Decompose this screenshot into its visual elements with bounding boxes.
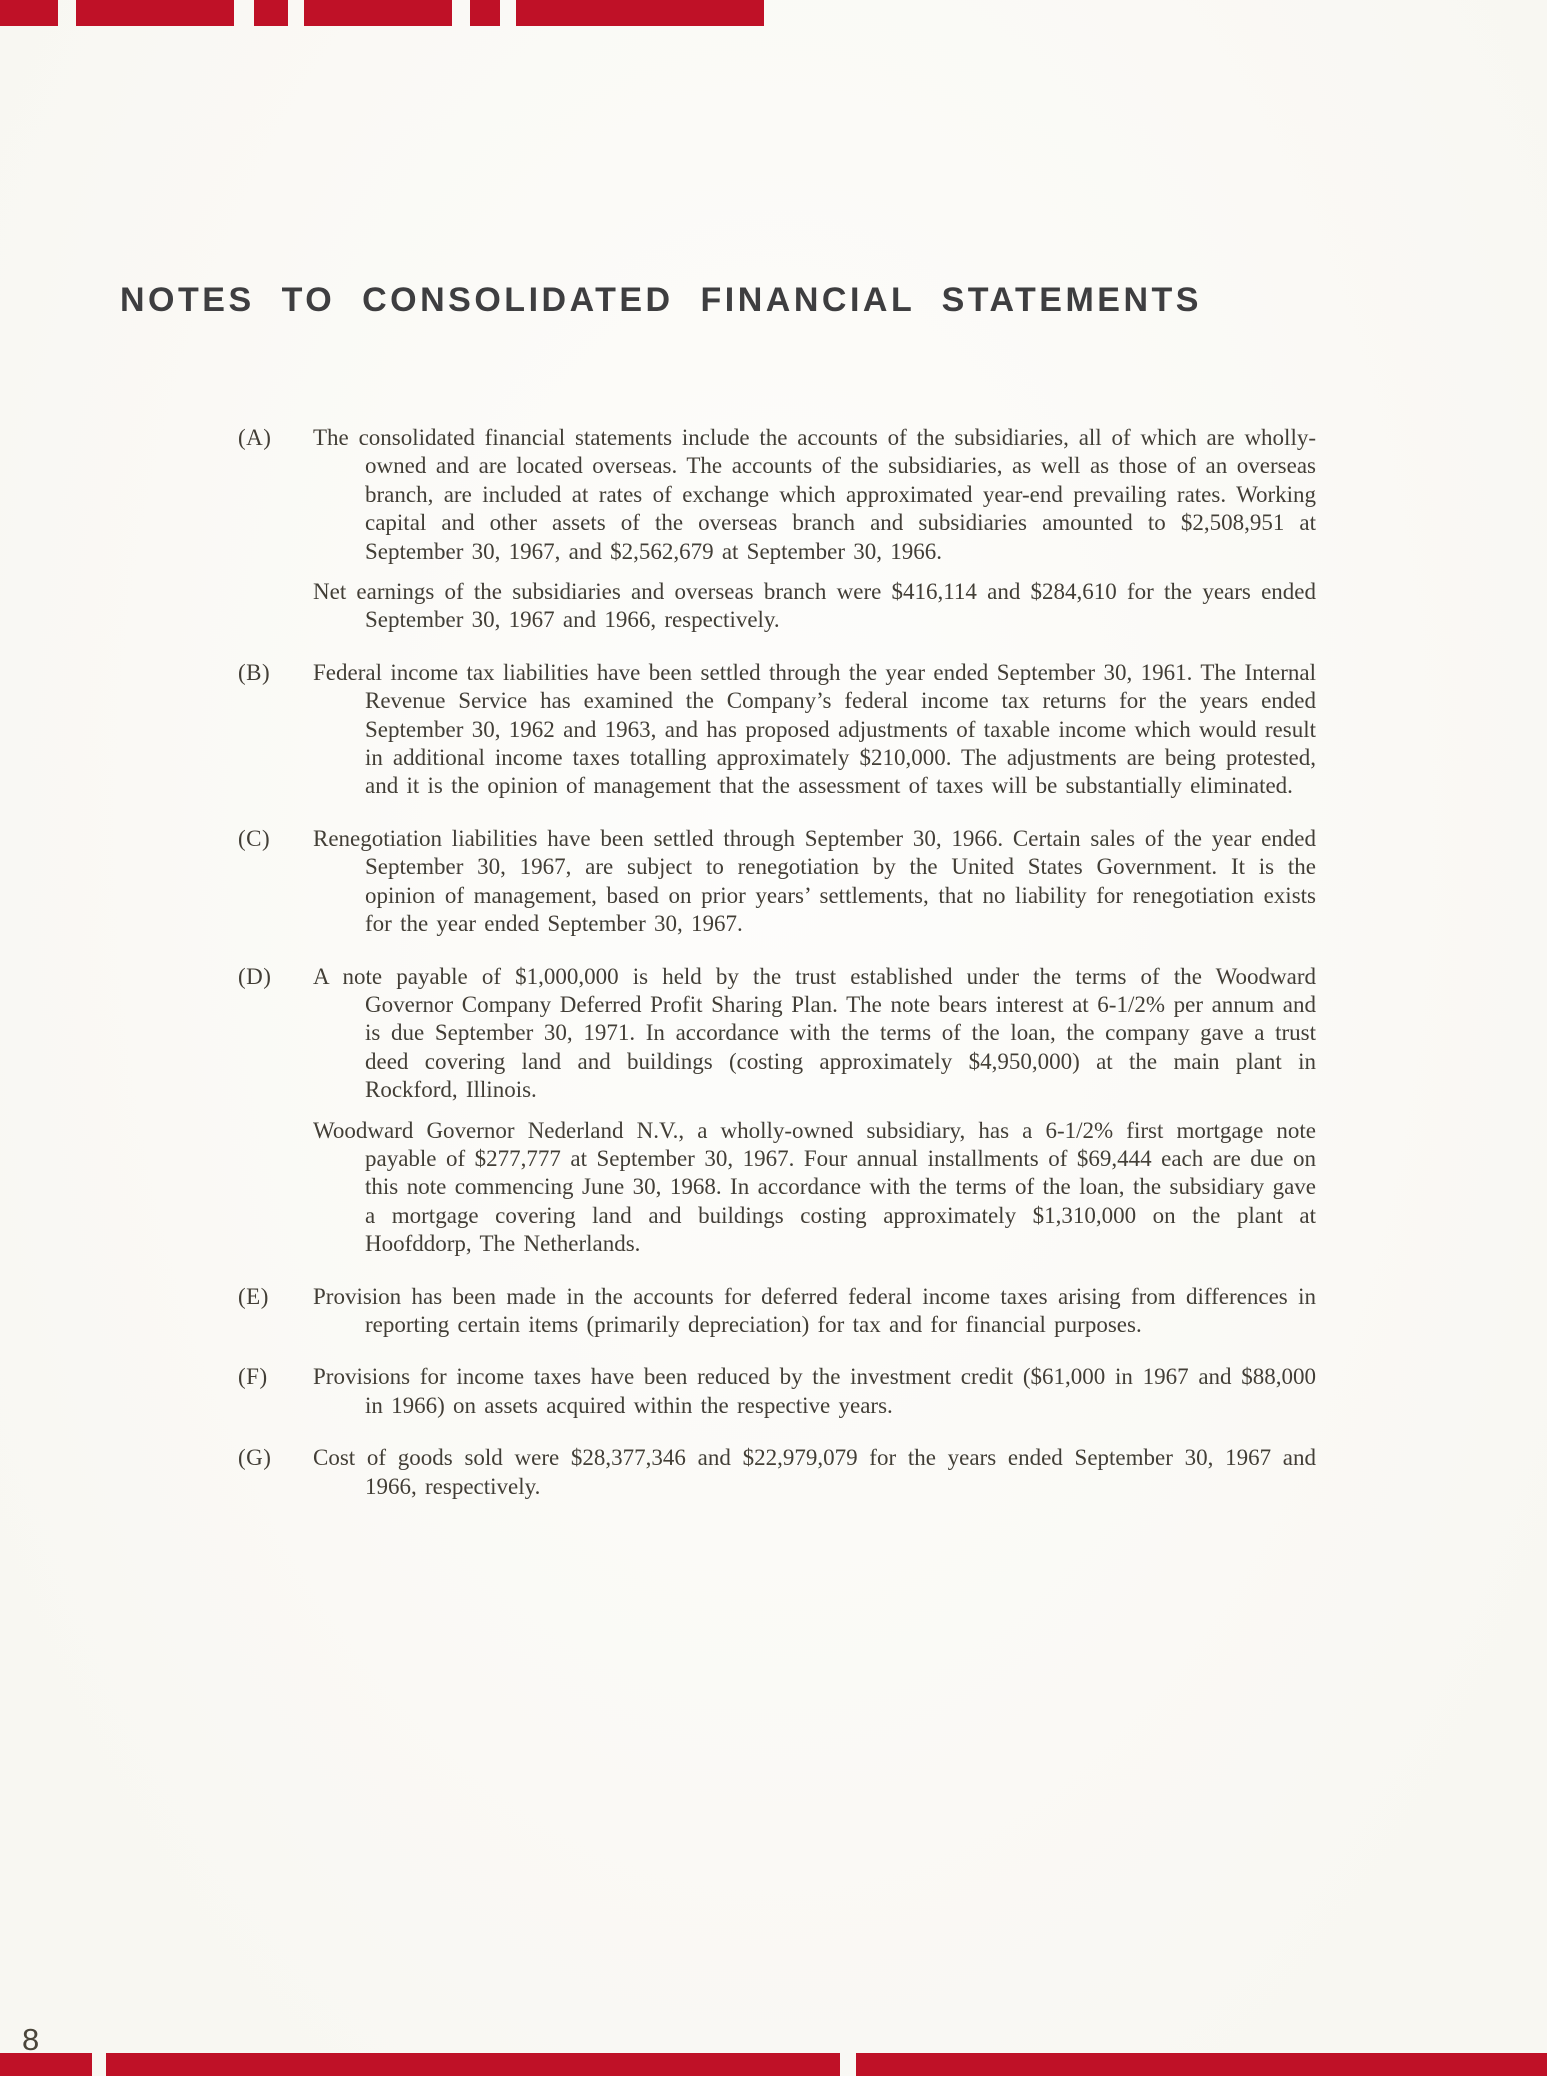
note-label: (E)	[238, 1283, 269, 1309]
note-paragraph: A note payable of $1,000,000 is held by the trust established under the terms of the Woodward Governor Company Deferred Profit Sharing Plan. The note bears interest at 6-1/2% per annum and is due September 30, 1971. In accordance with the terms of the loan, the company gave a trust deed covering land and buildings (costing approximately $4,950,000) at the main plant in Rockford, Illinois.	[313, 963, 1316, 1103]
note-paragraph: The consolidated financial statements include the accounts of the subsidiaries, all of which are wholly-owned and are located overseas. The accounts of the subsidiaries, as well as those of an overseas branch, are included at rates of exchange which approximated year-end prevailing rates. Working capital and other assets of the overseas branch and subsidiaries amounted to $2,508,951 at September 30, 1967, and $2,562,679 at September 30, 1966.	[313, 425, 1316, 564]
note-item-g	[238, 1444, 1316, 1501]
note-paragraph: Federal income tax liabilities have been settled through the year ended September 30, 1961. The Internal Revenue Service has examined the Company’s federal income tax returns for the years ended September 30, 1962 and 1963, and has proposed adjustments of taxable income which would result in additional income taxes totalling approximately $210,000. The adjustments are being protested, and it is the opinion of management that the assessment of taxes will be substantially eliminated.	[313, 659, 1316, 799]
scan-film-edge-top	[0, 0, 1547, 26]
note-label: (F)	[238, 1364, 268, 1390]
page-number: 8	[22, 2022, 40, 2057]
film-edge-segment	[254, 0, 288, 26]
note-body	[313, 963, 1316, 1259]
note-body	[313, 1363, 1316, 1420]
note-item-d	[238, 963, 1316, 1259]
note-label: (A)	[238, 425, 272, 450]
film-edge-segment	[0, 2053, 92, 2076]
note-item-e	[238, 1283, 1316, 1340]
page-title: NOTES TO CONSOLIDATED FINANCIAL STATEMENTS	[120, 280, 1202, 319]
note-item-b	[238, 659, 1316, 801]
note-label: (D)	[238, 963, 272, 989]
note-paragraph: Net earnings of the subsidiaries and overseas branch were $416,114 and $284,610 for the years ended September 30, 1967 and 1966, respectively.	[313, 579, 1316, 633]
film-edge-segment	[516, 0, 764, 26]
note-paragraph: Cost of goods sold were $28,377,346 and $22,979,079 for the years ended September 30, 1967 and 1966, respectively.	[313, 1445, 1316, 1499]
note-body	[313, 424, 1316, 635]
film-edge-segment	[76, 0, 234, 26]
film-edge-segment	[856, 2053, 1547, 2076]
notes-list	[238, 424, 1316, 1525]
note-body	[313, 659, 1316, 801]
note-label: (G)	[238, 1445, 272, 1471]
note-paragraph: Renegotiation liabilities have been settled through September 30, 1966. Certain sales of the year ended September 30, 1967, are subject to renegotiation by the United States Government. It is the opinion of management, based on prior years’ settlements, that no liability for renegotiation exists for the year ended September 30, 1967.	[313, 825, 1316, 937]
note-item-c	[238, 825, 1316, 939]
scan-film-edge-bottom	[0, 2053, 1547, 2076]
film-edge-segment	[0, 0, 58, 26]
note-body	[313, 1283, 1316, 1340]
note-paragraph: Woodward Governor Nederland N.V., a wholly-owned subsidiary, has a 6-1/2% first mortgage note payable of $277,777 at September 30, 1967. Four annual installments of $69,444 each are due on this note commencing June 30, 1968. In accordance with the terms of the loan, the subsidiary gave a mortgage covering land and buildings costing approximately $1,310,000 on the plant at Hoofddorp, The Netherlands.	[313, 1117, 1316, 1257]
note-item-a	[238, 424, 1316, 635]
film-edge-segment	[470, 0, 500, 26]
note-body	[313, 1444, 1316, 1501]
note-item-f	[238, 1363, 1316, 1420]
film-edge-segment	[106, 2053, 840, 2076]
note-body	[313, 825, 1316, 939]
note-label: (C)	[238, 825, 271, 851]
film-edge-segment	[304, 0, 452, 26]
note-paragraph: Provisions for income taxes have been reduced by the investment credit ($61,000 in 1967 and $88,000 in 1966) on assets acquired within the respective years.	[313, 1364, 1316, 1418]
note-label: (B)	[238, 659, 271, 685]
note-paragraph: Provision has been made in the accounts for deferred federal income taxes arising from differences in reporting certain items (primarily depreciation) for tax and for financial purposes.	[313, 1283, 1316, 1337]
